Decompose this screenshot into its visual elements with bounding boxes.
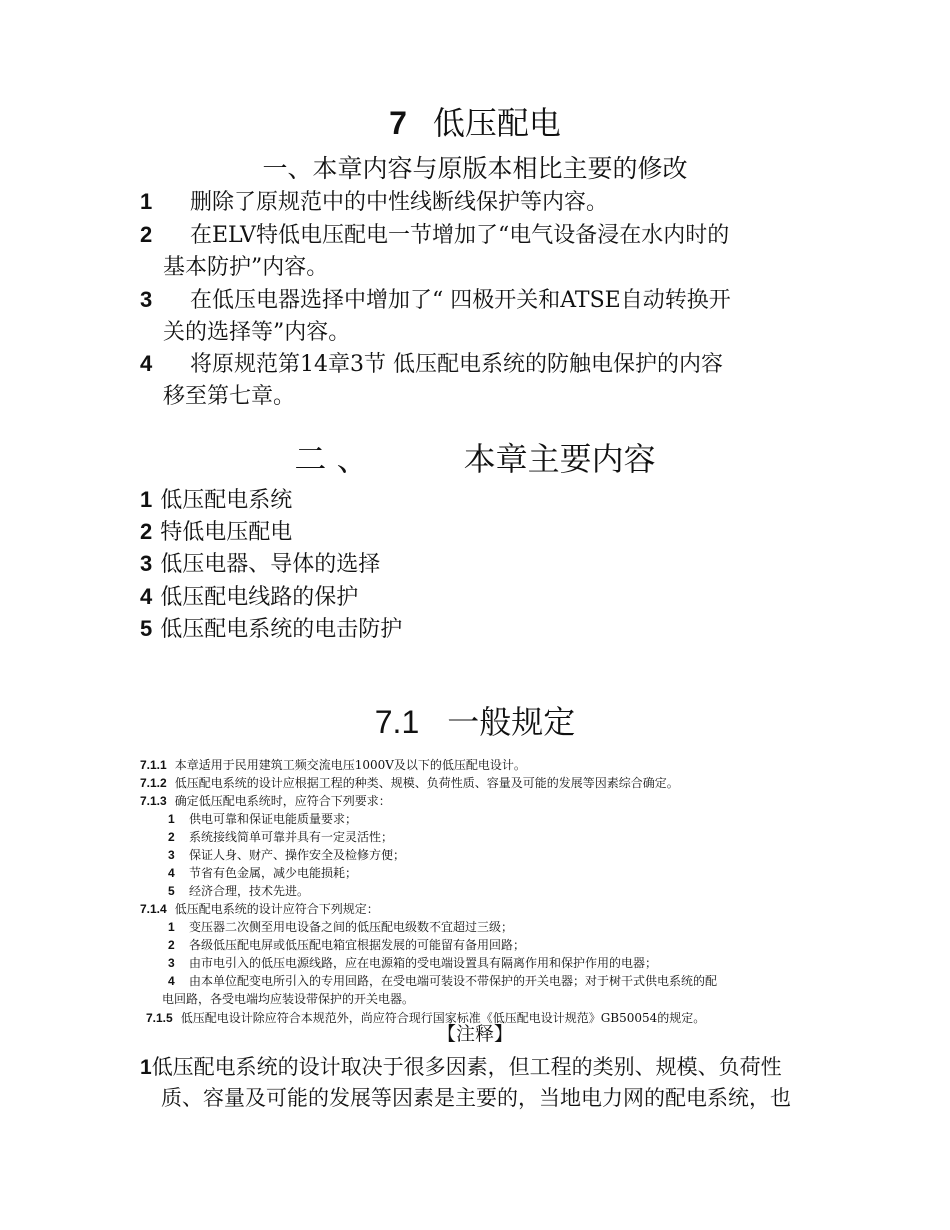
section71-number: 7.1 xyxy=(374,704,420,740)
item-text-line1: 将原规范第14章3节 低压配电系统的防触电保护的内容 xyxy=(190,352,723,377)
clause-sub-item: 5 经济合理，技术先进。 xyxy=(168,884,310,898)
clause-7-1-2: 7.1.2 低压配电系统的设计应根据工程的种类、规模、负荷性质、容量及可能的发展等因素综合确定。 xyxy=(140,776,679,790)
chapter-title xyxy=(0,98,950,144)
item-number: 1 xyxy=(140,189,153,214)
note-number: 1 xyxy=(140,1056,152,1079)
toc-item: 4 低压配电线路的保护 xyxy=(140,584,359,610)
clause-sub-item: 1 供电可靠和保证电能质量要求； xyxy=(168,812,358,826)
clause-7-1-1: 7.1.1 本章适用于民用建筑工频交流电压1000V及以下的低压配电设计。 xyxy=(140,758,526,772)
toc-item: 2 特低电压配电 xyxy=(140,519,293,545)
item-number: 3 xyxy=(140,287,153,312)
section1-item xyxy=(140,284,820,349)
item-text-line1: 在低压电器选择中增加了“ 四极开关和ATSE自动转换开 xyxy=(190,288,731,313)
item-text-line2: 移至第七章。 xyxy=(163,384,296,409)
clause-sub-item: 1 变压器二次侧至用电设备之间的低压配电级数不宜超过三级； xyxy=(168,920,514,934)
clause-sub-item-continuation: 电回路，各受电端均应装设带保护的开关电器。 xyxy=(162,992,415,1006)
section1-item xyxy=(140,186,820,219)
item-number: 2 xyxy=(140,222,153,247)
section2-heading xyxy=(0,434,950,480)
item-text-line2: 基本防护”内容。 xyxy=(163,255,329,280)
chapter-number: 7 xyxy=(389,105,407,141)
clause-sub-item: 2 各级低压配电屏或低压配电箱宜根据发展的可能留有备用回路； xyxy=(168,938,526,952)
section1-heading: 一、本章内容与原版本相比主要的修改 xyxy=(262,154,688,183)
section71-heading xyxy=(0,697,950,743)
section2-title-text: 本章主要内容 xyxy=(463,440,656,478)
note-line1: 低压配电系统的设计取决于很多因素，但工程的类别、规模、负荷性 xyxy=(151,1055,782,1079)
item-text-line1: 在ELV特低电压配电一节增加了“电气设备浸在水内时的 xyxy=(190,223,730,248)
item-text: 删除了原规范中的中性线断线保护等内容。 xyxy=(190,190,609,215)
section71-title-text: 一般规定 xyxy=(447,703,576,741)
section1-item xyxy=(140,219,820,284)
note-paragraph xyxy=(140,1052,820,1113)
section1-item xyxy=(140,348,820,413)
toc-item: 5 低压配电系统的电击防护 xyxy=(140,616,403,642)
clause-sub-item: 3 由市电引入的低压电源线路，应在电源箱的受电端设置具有隔离作用和保护作用的电器； xyxy=(168,956,658,970)
clause-7-1-3: 7.1.3 确定低压配电系统时，应符合下列要求： xyxy=(140,794,391,808)
clause-7-1-4: 7.1.4 低压配电系统的设计应符合下列规定： xyxy=(140,902,379,916)
item-number: 4 xyxy=(140,351,153,376)
clause-sub-item: 4 由本单位配变电所引入的专用回路，在受电端可装设不带保护的开关电器；对于树干式供电系统的配 xyxy=(168,974,718,988)
section2-prefix: 二 、 xyxy=(294,440,369,478)
clause-sub-item: 2 系统接线简单可靠并具有一定灵活性； xyxy=(168,830,394,844)
chapter-title-text: 低压配电 xyxy=(432,104,561,142)
clause-sub-item: 4 节省有色金属，减少电能损耗； xyxy=(168,866,358,880)
note-line2: 质、容量及可能的发展等因素是主要的，当地电力网的配电系统，也 xyxy=(161,1086,791,1110)
note-heading: 【注释】 xyxy=(436,1023,513,1045)
toc-item: 3 低压电器、导体的选择 xyxy=(140,551,381,577)
item-text-line2: 关的选择等”内容。 xyxy=(163,320,351,345)
clause-7-1-5: 7.1.5 低压配电设计除应符合本规范外，尚应符合现行国家标准《低压配电设计规范》GB50054的规定。 xyxy=(146,1011,706,1025)
toc-item: 1 低压配电系统 xyxy=(140,487,293,513)
clause-sub-item: 3 保证人身、财产、操作安全及检修方便； xyxy=(168,848,406,862)
